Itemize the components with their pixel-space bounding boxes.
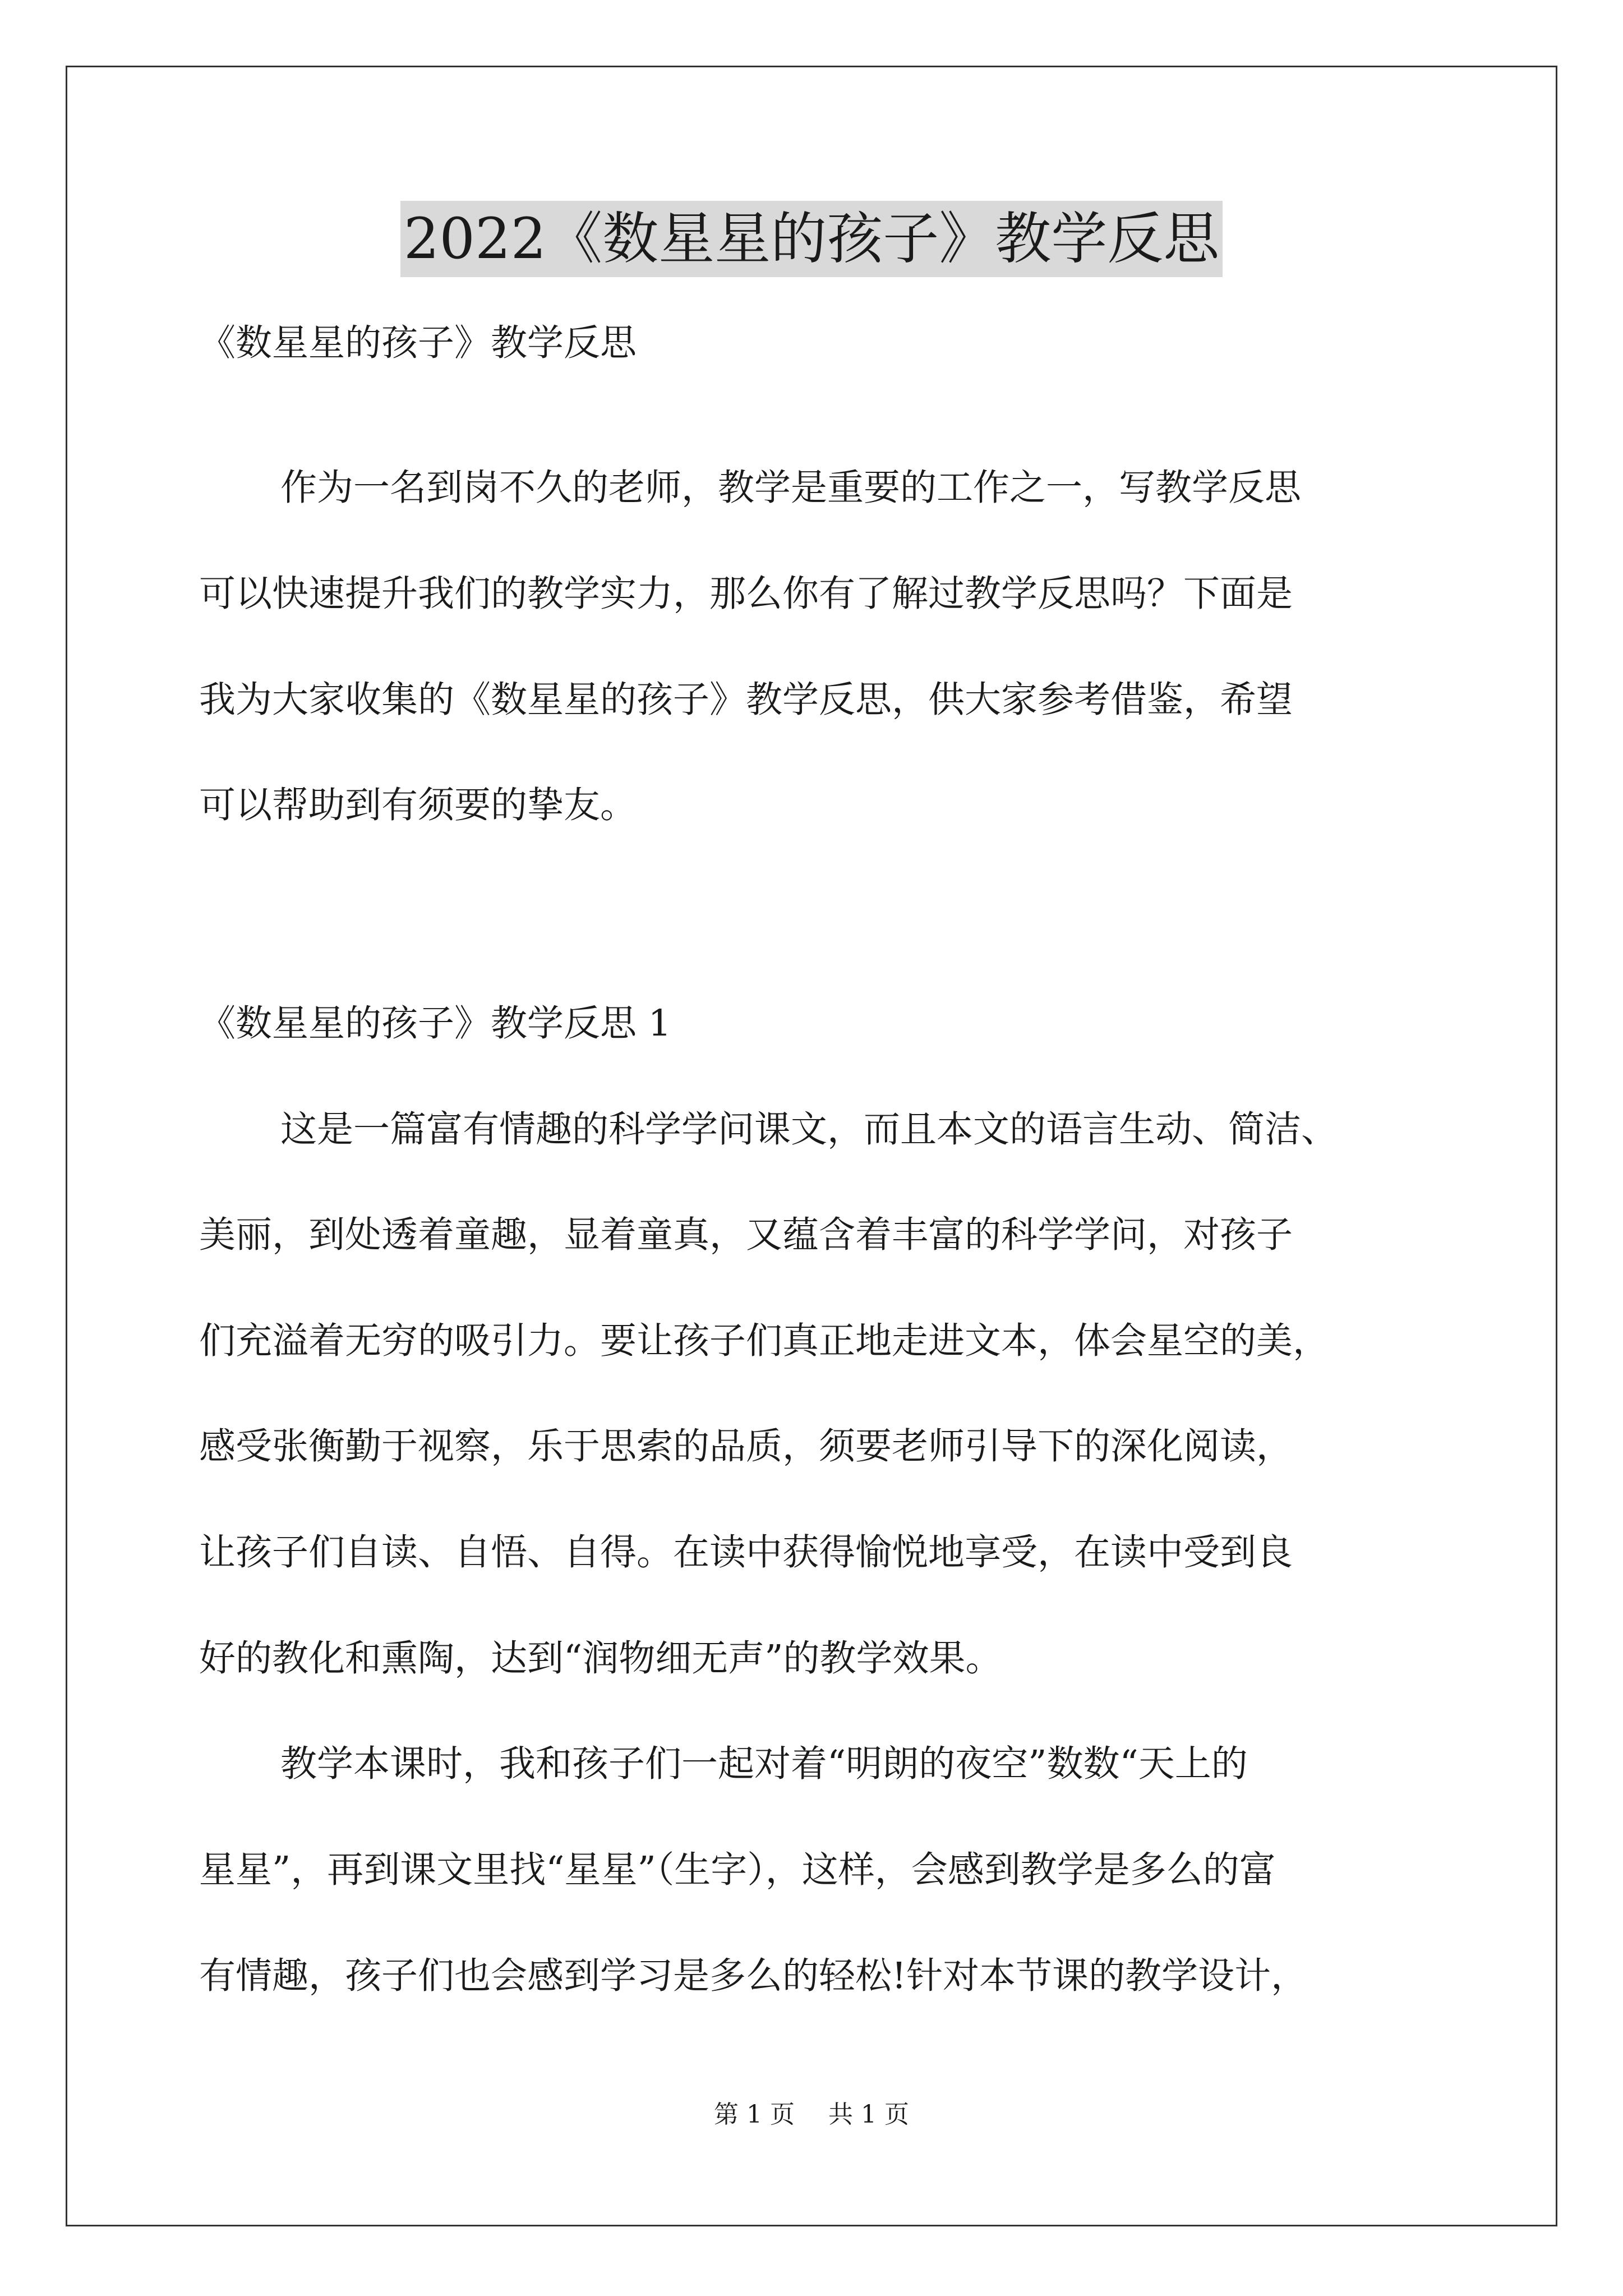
intro-line: 可以快速提升我们的教学实力，那么你有了解过教学反思吗？下面是 [199, 573, 1293, 615]
document-title: 2022《数星星的孩子》教学反思 [400, 201, 1223, 277]
paragraph-line: 好的教化和熏陶，达到“润物细无声”的教学效果。 [199, 1637, 1002, 1680]
paragraph-line: 教学本课时，我和孩子们一起对着“明朗的夜空”数数“天上的 [280, 1743, 1248, 1785]
paragraph-line: 美丽，到处透着童趣，显着童真，又蕴含着丰富的科学学问，对孩子 [199, 1214, 1293, 1256]
paragraph-line: 让孩子们自读、自悟、自得。在读中获得愉悦地享受，在读中受到良 [199, 1531, 1293, 1573]
title-container [0, 201, 1623, 277]
intro-line: 作为一名到岗不久的老师，教学是重要的工作之一，写教学反思 [280, 467, 1302, 509]
paragraph-line: 们充溢着无穷的吸引力。要让孩子们真正地走进文本，体会星空的美， [199, 1320, 1330, 1362]
document-subtitle: 《数星星的孩子》教学反思 [199, 322, 637, 364]
page-number-current: 第 1 页 [714, 2100, 795, 2129]
section-heading: 《数星星的孩子》教学反思 1 [199, 1002, 672, 1045]
paragraph-line: 感受张衡勤于视察，乐于思索的品质，须要老师引导下的深化阅读， [199, 1425, 1293, 1467]
intro-line: 我为大家收集的《数星星的孩子》教学反思，供大家参考借鉴，希望 [199, 679, 1293, 721]
page-footer [0, 2098, 1623, 2132]
paragraph-line: 星星”，再到课文里找“星星”（生字），这样，会感到教学是多么的富 [199, 1849, 1276, 1891]
page-number-total: 共 1 页 [828, 2100, 909, 2129]
paragraph-line: 有情趣，孩子们也会感到学习是多么的轻松!针对本节课的教学设计， [199, 1955, 1308, 1997]
paragraph-line: 这是一篇富有情趣的科学学问课文，而且本文的语言生动、简洁、 [280, 1108, 1338, 1151]
intro-line: 可以帮助到有须要的挚友。 [199, 784, 637, 826]
